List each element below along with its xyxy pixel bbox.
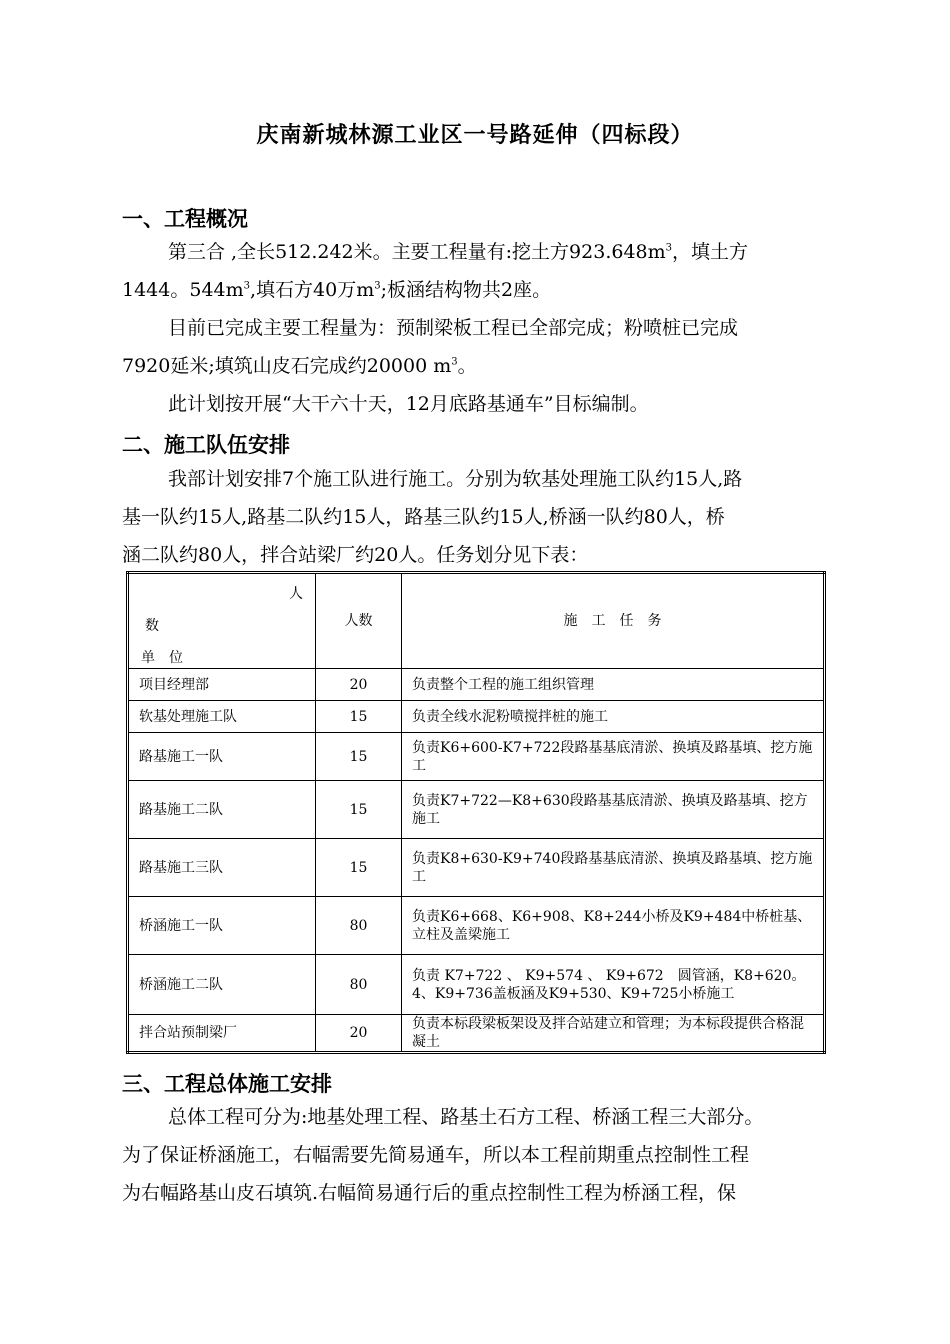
unit-cell: 路基施工三队	[128, 839, 316, 897]
text: 为右幅路基山皮石填筑.右幅简易通行后的重点控制性工程为桥涵工程，保	[122, 1182, 737, 1204]
table-header-row	[128, 573, 825, 669]
table-row	[128, 781, 825, 839]
text: ,填石方40万m	[250, 279, 375, 301]
task-table	[126, 571, 826, 1054]
count-cell: 20	[316, 669, 402, 701]
superscript: 3	[665, 242, 673, 254]
text: 第三合 ,全长512.242米。主要工程量有:挖土方923.648m	[168, 241, 666, 263]
table-row	[128, 955, 825, 1015]
unit-cell: 软基处理施工队	[128, 701, 316, 733]
text: ;板涵结构物共2座。	[380, 279, 552, 301]
task-cell: 负责全线水泥粉喷搅拌桩的施工	[402, 701, 825, 733]
unit-cell: 路基施工二队	[128, 781, 316, 839]
superscript: 3	[243, 280, 251, 292]
table-row	[128, 733, 825, 781]
section-1-paragraph-2	[122, 309, 862, 385]
text: 目前已完成主要工程量为：预制梁板工程已全部完成；粉喷桩已完成	[168, 317, 739, 339]
unit-cell: 路基施工一队	[128, 733, 316, 781]
text: 7920延米;填筑山皮石完成约20000 m	[122, 355, 452, 377]
header-count: 人数	[316, 573, 402, 669]
unit-cell: 项目经理部	[128, 669, 316, 701]
task-cell: 负责K6+668、K6+908、K8+244小桥及K9+484中桥桩基、立柱及盖梁施工	[402, 897, 825, 955]
text: 。	[457, 355, 477, 377]
table-row	[128, 701, 825, 733]
text: ，填土方	[672, 241, 749, 263]
header-corner-top: 人	[289, 586, 303, 602]
header-corner-mid: 数	[145, 618, 159, 634]
count-cell: 15	[316, 733, 402, 781]
header-corner-bottom: 单 位	[141, 650, 183, 666]
text: 涵二队约80人，拌合站梁厂约20人。任务划分见下表：	[122, 544, 589, 566]
task-cell: 负责K8+630-K9+740段路基基底清淤、换填及路基填、挖方施工	[402, 839, 825, 897]
text: 总体工程可分为:地基处理工程、路基土石方工程、桥涵工程三大部分。	[168, 1106, 764, 1128]
count-cell: 15	[316, 701, 402, 733]
section-2-heading: 二、施工队伍安排	[122, 432, 290, 457]
document-title: 庆南新城林源工业区一号路延伸（四标段）	[256, 122, 694, 148]
task-cell: 负责 K7+722 、 K9+574 、 K9+672 圆管涵，K8+620。4、K9+736盖板涵及K9+530、K9+725小桥施工	[402, 955, 825, 1015]
task-cell: 负责K7+722—K8+630段路基基底清淤、换填及路基填、挖方施工	[402, 781, 825, 839]
section-1-paragraph-3	[122, 385, 862, 423]
count-cell: 20	[316, 1015, 402, 1053]
table-row	[128, 897, 825, 955]
task-cell: 负责本标段梁板架设及拌合站建立和管理；为本标段提供合格混凝土	[402, 1015, 825, 1053]
header-task: 施 工 任 务	[402, 573, 825, 669]
text: 我部计划安排7个施工队进行施工。分别为软基处理施工队约15人,路	[168, 468, 743, 490]
section-3-paragraph	[122, 1098, 862, 1212]
header-corner-cell	[128, 573, 316, 669]
count-cell: 15	[316, 781, 402, 839]
text: 1444。544m	[122, 279, 244, 301]
section-2-paragraph	[122, 460, 862, 574]
superscript: 3	[374, 280, 381, 292]
unit-cell: 桥涵施工一队	[128, 897, 316, 955]
section-1-paragraph-1	[122, 233, 862, 309]
table-row	[128, 1015, 825, 1053]
task-cell: 负责K6+600-K7+722段路基基底清淤、换填及路基填、挖方施工	[402, 733, 825, 781]
text: 基一队约15人,路基二队约15人，路基三队约15人,桥涵一队约80人，桥	[122, 506, 725, 528]
text: 此计划按开展“大干六十天，12月底路基通车”目标编制。	[168, 393, 649, 415]
count-cell: 80	[316, 897, 402, 955]
section-1-heading: 一、工程概况	[122, 206, 248, 231]
text: 为了保证桥涵施工，右幅需要先简易通车，所以本工程前期重点控制性工程	[122, 1144, 750, 1166]
superscript: 3	[451, 356, 458, 368]
task-cell: 负责整个工程的施工组织管理	[402, 669, 825, 701]
section-3-heading: 三、工程总体施工安排	[122, 1071, 332, 1096]
table-row	[128, 669, 825, 701]
table-row	[128, 839, 825, 897]
count-cell: 80	[316, 955, 402, 1015]
unit-cell: 桥涵施工二队	[128, 955, 316, 1015]
unit-cell: 拌合站预制梁厂	[128, 1015, 316, 1053]
count-cell: 15	[316, 839, 402, 897]
